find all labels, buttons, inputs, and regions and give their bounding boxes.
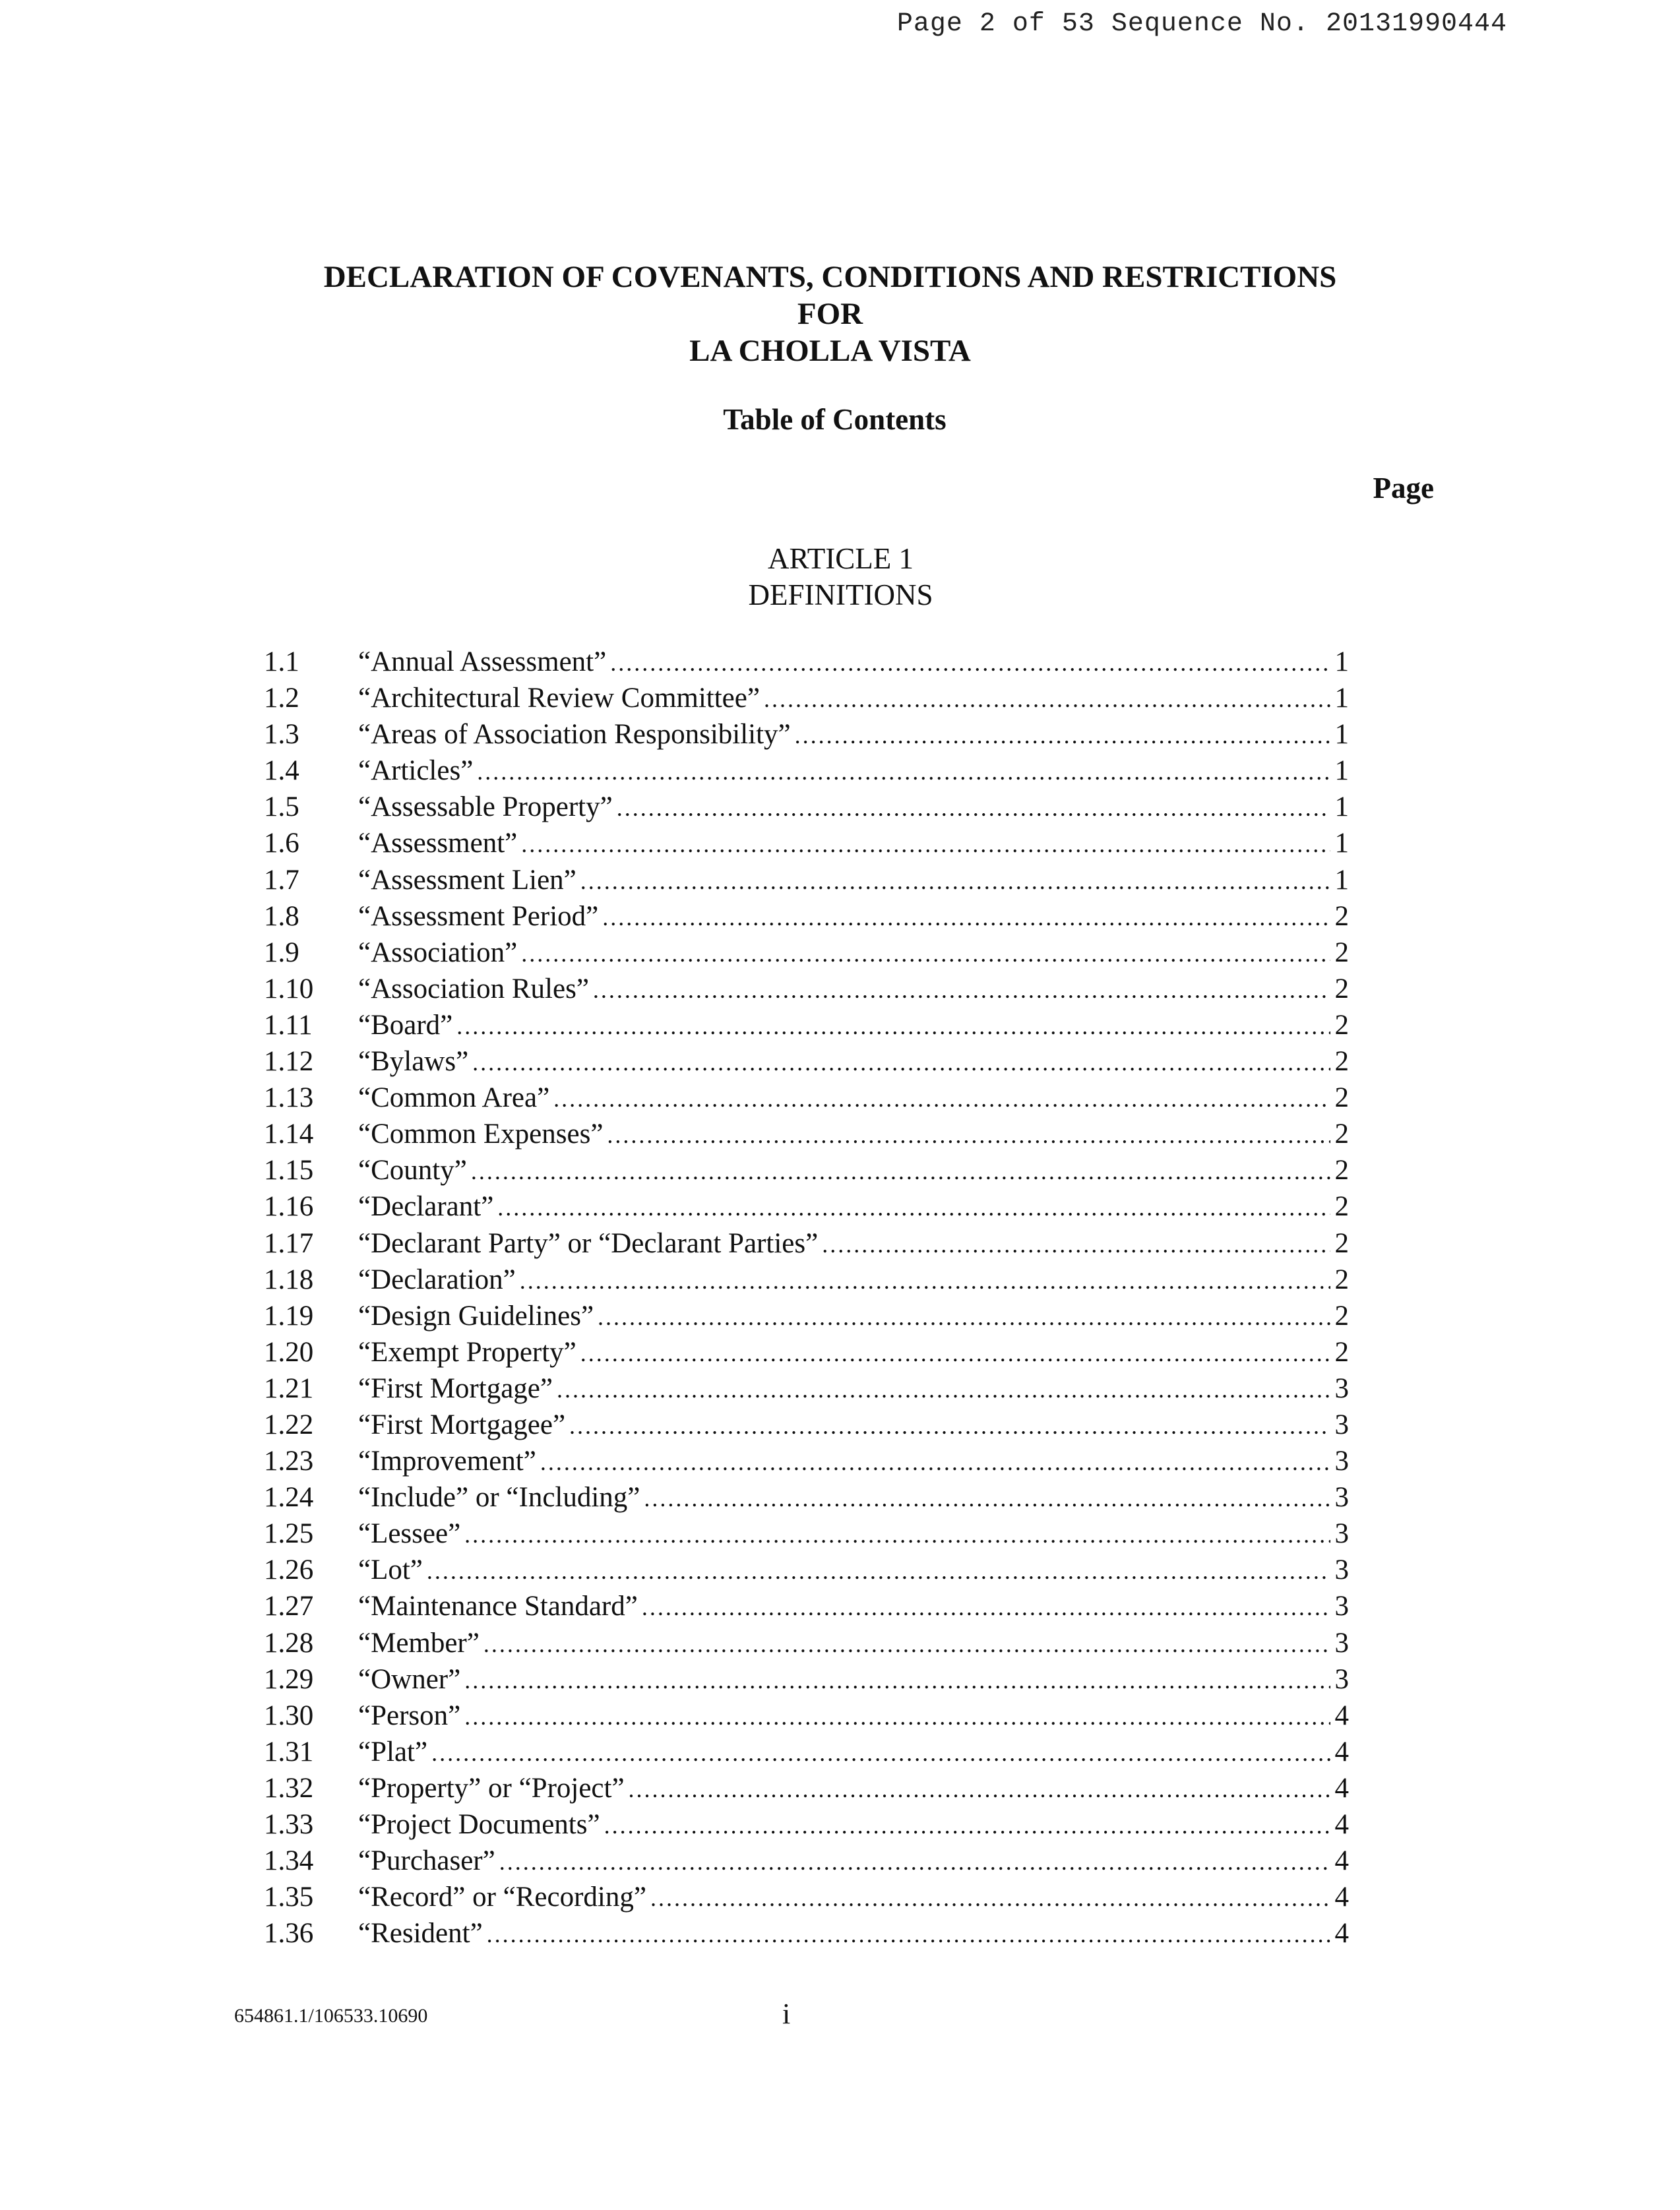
toc-dot-leader [602, 900, 1330, 936]
toc-entry-page: 2 [1334, 1082, 1349, 1114]
toc-entry-title: “Common Area” [358, 1082, 550, 1114]
toc-entry-page: 2 [1334, 1119, 1349, 1150]
toc-entry [264, 789, 1349, 825]
toc-dot-leader [822, 1227, 1330, 1263]
toc-entry-number: 1.15 [264, 1155, 314, 1186]
toc-entry [264, 1407, 1349, 1443]
toc-dot-leader [553, 1081, 1330, 1117]
toc-entry [264, 825, 1349, 861]
toc-entry-title: “Assessment” [358, 828, 518, 859]
toc-entry-title: “Bylaws” [358, 1046, 469, 1078]
toc-entry-page: 2 [1334, 1009, 1349, 1041]
toc-entry-title: “First Mortgagee” [358, 1409, 566, 1440]
toc-entry-number: 1.34 [264, 1845, 314, 1877]
toc-entry-number: 1.27 [264, 1591, 314, 1622]
toc-dot-leader [464, 1699, 1330, 1735]
toc-entry-title: “Association Rules” [358, 973, 589, 1004]
toc-dot-leader [471, 1153, 1330, 1190]
toc-entry-title: “Exempt Property” [358, 1336, 576, 1368]
toc-entry [264, 1625, 1349, 1661]
toc-entry-number: 1.24 [264, 1482, 314, 1514]
toc-entry-page: 4 [1334, 1736, 1349, 1767]
toc-entry [264, 1734, 1349, 1770]
toc-dot-leader [580, 863, 1330, 900]
toc-entry [264, 1152, 1349, 1188]
toc-entry-number: 1.28 [264, 1627, 314, 1659]
toc-entry-title: “Declarant” [358, 1191, 494, 1223]
toc-entry-page: 1 [1334, 791, 1349, 823]
toc-entry-page: 2 [1334, 936, 1349, 968]
toc-entry-page: 4 [1334, 1700, 1349, 1731]
toc-dot-leader [629, 1771, 1330, 1808]
article-number: ARTICLE 1 [767, 542, 914, 575]
toc-entry [264, 1116, 1349, 1152]
document-title [0, 259, 1680, 369]
toc-entry-number: 1.30 [264, 1700, 314, 1731]
toc-dot-leader [521, 826, 1330, 863]
toc-entry-number: 1.4 [264, 755, 299, 787]
toc-entry-title: “Plat” [358, 1736, 428, 1767]
toc-dot-leader [499, 1844, 1330, 1880]
toc-entry [264, 1188, 1349, 1225]
toc-entry [264, 971, 1349, 1007]
toc-list [264, 644, 1349, 1951]
toc-entry-page: 1 [1334, 646, 1349, 677]
toc-entry-number: 1.31 [264, 1736, 314, 1767]
toc-dot-leader [642, 1589, 1330, 1626]
toc-entry-title: “Person” [358, 1700, 461, 1731]
toc-dot-leader [472, 1045, 1330, 1081]
title-line-1: DECLARATION OF COVENANTS, CONDITIONS AND RESTRICTIONS [323, 260, 1337, 294]
toc-dot-leader [427, 1553, 1330, 1589]
toc-dot-leader [521, 936, 1330, 972]
toc-entry [264, 1516, 1349, 1552]
toc-entry [264, 935, 1349, 971]
toc-dot-leader [520, 1263, 1330, 1299]
toc-entry-number: 1.35 [264, 1882, 314, 1913]
toc-dot-leader [610, 645, 1330, 681]
toc-entry-title: “Areas of Association Responsibility” [358, 719, 791, 751]
toc-entry [264, 1007, 1349, 1043]
toc-entry-page: 4 [1334, 1845, 1349, 1877]
toc-dot-leader [607, 1117, 1330, 1153]
toc-entry-title: “County” [358, 1155, 467, 1186]
toc-entry-page: 2 [1334, 973, 1349, 1004]
page-column-label: Page [1373, 472, 1434, 505]
toc-entry [264, 1334, 1349, 1370]
toc-entry-title: “Articles” [358, 755, 474, 787]
toc-entry [264, 716, 1349, 752]
toc-entry-page: 2 [1334, 1300, 1349, 1332]
toc-entry [264, 680, 1349, 716]
toc-entry-number: 1.16 [264, 1191, 314, 1223]
title-line-3: LA CHOLLA VISTA [689, 334, 971, 368]
toc-entry [264, 1552, 1349, 1588]
toc-entry-number: 1.17 [264, 1227, 314, 1259]
toc-dot-leader [464, 1663, 1330, 1699]
toc-dot-leader [483, 1626, 1330, 1663]
toc-entry-page: 3 [1334, 1518, 1349, 1550]
toc-entry-number: 1.21 [264, 1372, 314, 1404]
toc-entry [264, 752, 1349, 789]
toc-entry-title: “Declarant Party” or “Declarant Parties” [358, 1227, 819, 1259]
toc-entry-number: 1.33 [264, 1809, 314, 1840]
toc-entry-title: “Annual Assessment” [358, 646, 607, 677]
toc-entry-title: “Assessment Period” [358, 900, 599, 932]
toc-entry-number: 1.1 [264, 646, 299, 677]
toc-dot-leader [580, 1335, 1330, 1372]
toc-entry-page: 2 [1334, 1264, 1349, 1295]
toc-entry-number: 1.13 [264, 1082, 314, 1114]
toc-entry-title: “Declaration” [358, 1264, 516, 1295]
toc-entry-number: 1.19 [264, 1300, 314, 1332]
toc-entry-number: 1.9 [264, 936, 299, 968]
toc-entry-title: “Maintenance Standard” [358, 1591, 638, 1622]
toc-entry-page: 4 [1334, 1918, 1349, 1949]
toc-entry [264, 1843, 1349, 1879]
toc-entry-number: 1.10 [264, 973, 314, 1004]
toc-entry-number: 1.29 [264, 1663, 314, 1695]
toc-entry [264, 1298, 1349, 1334]
toc-entry-page: 3 [1334, 1482, 1349, 1514]
toc-dot-leader [540, 1444, 1330, 1481]
toc-entry-page: 3 [1334, 1663, 1349, 1695]
toc-entry-page: 1 [1334, 828, 1349, 859]
toc-entry-page: 2 [1334, 1155, 1349, 1186]
title-line-2: FOR [797, 297, 863, 331]
toc-entry-title: “Common Expenses” [358, 1119, 604, 1150]
page-sequence-stamp: Page 2 of 53 Sequence No. 20131990444 [896, 9, 1507, 39]
toc-entry-page: 3 [1334, 1446, 1349, 1477]
toc-entry-title: “Member” [358, 1627, 480, 1659]
toc-entry [264, 862, 1349, 898]
toc-entry-number: 1.7 [264, 864, 299, 896]
toc-entry-page: 1 [1334, 864, 1349, 896]
toc-entry-title: “First Mortgage” [358, 1372, 553, 1404]
toc-dot-leader [598, 1299, 1330, 1335]
toc-dot-leader [477, 754, 1330, 790]
toc-dot-leader [431, 1735, 1330, 1771]
toc-entry [264, 898, 1349, 935]
toc-entry-title: “Property” or “Project” [358, 1772, 625, 1804]
footer-page-number: i [782, 1998, 791, 2030]
toc-entry-title: “Board” [358, 1009, 453, 1041]
toc-entry-page: 1 [1334, 755, 1349, 787]
toc-entry-page: 1 [1334, 683, 1349, 714]
toc-entry-title: “Include” or “Including” [358, 1482, 640, 1514]
toc-entry-number: 1.8 [264, 900, 299, 932]
toc-entry [264, 644, 1349, 680]
toc-entry-page: 4 [1334, 1809, 1349, 1840]
toc-entry-number: 1.25 [264, 1518, 314, 1550]
toc-entry [264, 1588, 1349, 1624]
toc-entry [264, 1443, 1349, 1479]
toc-dot-leader [650, 1880, 1330, 1917]
toc-entry [264, 1661, 1349, 1698]
toc-dot-leader [569, 1408, 1330, 1444]
toc-entry-page: 4 [1334, 1882, 1349, 1913]
toc-entry [264, 1262, 1349, 1298]
toc-entry-number: 1.26 [264, 1554, 314, 1586]
toc-entry-title: “Purchaser” [358, 1845, 495, 1877]
toc-entry-title: “Association” [358, 936, 518, 968]
toc-heading: Table of Contents [723, 403, 947, 436]
toc-entry-page: 2 [1334, 1227, 1349, 1259]
toc-entry-number: 1.6 [264, 828, 299, 859]
toc-entry-page: 2 [1334, 900, 1349, 932]
toc-entry-title: “Project Documents” [358, 1809, 600, 1840]
toc-entry-page: 1 [1334, 719, 1349, 751]
toc-entry-title: “Assessment Lien” [358, 864, 576, 896]
toc-entry [264, 1043, 1349, 1080]
toc-dot-leader [795, 718, 1330, 754]
article-heading [0, 541, 1680, 613]
toc-entry-page: 2 [1334, 1191, 1349, 1223]
footer-document-id: 654861.1/106533.10690 [234, 2005, 428, 2027]
toc-entry [264, 1225, 1349, 1262]
toc-entry [264, 1479, 1349, 1516]
toc-entry [264, 1080, 1349, 1116]
toc-entry-number: 1.23 [264, 1446, 314, 1477]
toc-entry [264, 1915, 1349, 1951]
toc-entry [264, 1370, 1349, 1407]
toc-dot-leader [456, 1008, 1330, 1045]
toc-entry-number: 1.11 [264, 1009, 313, 1041]
toc-dot-leader [644, 1481, 1330, 1517]
toc-entry-title: “Assessable Property” [358, 791, 613, 823]
toc-entry [264, 1698, 1349, 1734]
toc-entry-page: 4 [1334, 1772, 1349, 1804]
toc-entry-title: “Owner” [358, 1663, 461, 1695]
toc-entry-page: 2 [1334, 1046, 1349, 1078]
toc-dot-leader [497, 1190, 1330, 1226]
toc-entry-title: “Lot” [358, 1554, 423, 1586]
toc-entry-number: 1.20 [264, 1336, 314, 1368]
toc-entry-title: “Resident” [358, 1918, 483, 1949]
article-name: DEFINITIONS [748, 578, 933, 611]
toc-dot-leader [487, 1917, 1330, 1953]
toc-entry-title: “Architectural Review Committee” [358, 683, 760, 714]
toc-entry [264, 1770, 1349, 1806]
toc-dot-leader [764, 681, 1330, 718]
toc-entry-title: “Record” or “Recording” [358, 1882, 646, 1913]
toc-entry-page: 2 [1334, 1336, 1349, 1368]
toc-entry-number: 1.32 [264, 1772, 314, 1804]
toc-entry-page: 3 [1334, 1591, 1349, 1622]
toc-entry-title: “Design Guidelines” [358, 1300, 594, 1332]
toc-entry-number: 1.12 [264, 1046, 314, 1078]
toc-entry-title: “Lessee” [358, 1518, 461, 1550]
toc-entry-page: 3 [1334, 1372, 1349, 1404]
toc-dot-leader [464, 1517, 1330, 1553]
toc-entry-page: 3 [1334, 1627, 1349, 1659]
toc-dot-leader [557, 1372, 1330, 1408]
toc-entry-number: 1.18 [264, 1264, 314, 1295]
toc-dot-leader [604, 1808, 1330, 1844]
toc-entry-number: 1.2 [264, 683, 299, 714]
toc-entry-number: 1.36 [264, 1918, 314, 1949]
toc-entry [264, 1879, 1349, 1915]
toc-entry [264, 1806, 1349, 1843]
toc-entry-number: 1.14 [264, 1119, 314, 1150]
toc-dot-leader [617, 790, 1330, 826]
toc-entry-number: 1.3 [264, 719, 299, 751]
toc-dot-leader [593, 972, 1330, 1008]
toc-entry-number: 1.5 [264, 791, 299, 823]
toc-entry-title: “Improvement” [358, 1446, 536, 1477]
toc-entry-page: 3 [1334, 1554, 1349, 1586]
toc-entry-number: 1.22 [264, 1409, 314, 1440]
toc-entry-page: 3 [1334, 1409, 1349, 1440]
